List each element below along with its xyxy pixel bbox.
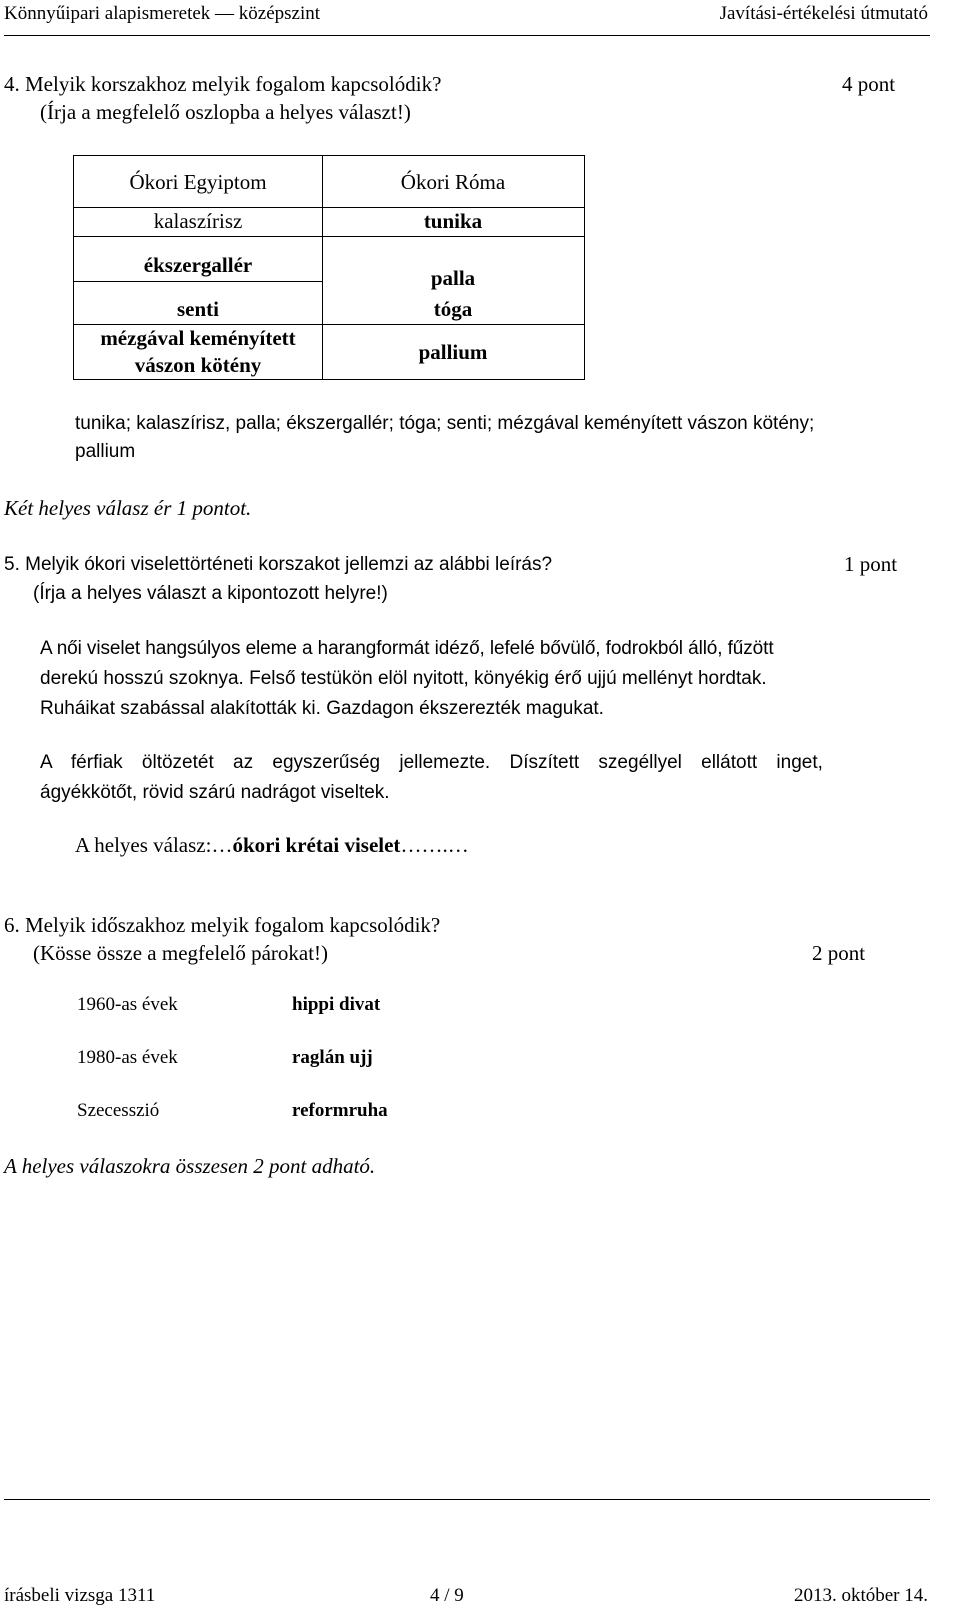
q6-points: 2 pont: [812, 941, 866, 965]
table-cell: tóga: [433, 297, 473, 321]
pair-period: 1980-as évek: [77, 1047, 178, 1068]
pair-period: 1960-as évek: [77, 994, 178, 1015]
table-row-rule: [322, 324, 584, 325]
table-header-rule: [74, 207, 584, 208]
header-right: Javítási-értékelési útmutató: [719, 3, 928, 24]
answer-prefix: A helyes válasz:…: [75, 833, 233, 857]
answer-suffix: …….…: [400, 833, 469, 857]
table-cell: senti: [177, 297, 219, 321]
q5-paragraph-1: [40, 634, 928, 724]
q4-scoring: Két helyes válasz ér 1 pontot.: [4, 496, 252, 520]
footer-rule: [4, 1499, 930, 1500]
q6-title: 6. Melyik időszakhoz melyik fogalom kapcsolódik?: [4, 913, 441, 937]
q4-word-list: pallium: [75, 441, 136, 462]
q4-points: 4 pont: [842, 72, 896, 96]
paragraph-line: ágyékkötőt, rövid szárú nadrágot viseltek.: [40, 782, 390, 803]
q5-paragraph-2: [40, 748, 928, 808]
q6-instruction: (Kösse össze a megfelelő párokat!): [33, 941, 329, 965]
pair-concept: raglán ujj: [292, 1047, 373, 1068]
table-cell: pallium: [418, 340, 488, 364]
table-cell: palla: [430, 266, 476, 290]
q4-word-list: tunika; kalaszírisz, palla; ékszergallér; tóga; senti; mézgával keményített vászon kötény;: [75, 413, 815, 434]
pair-period: Szecesszió: [77, 1100, 160, 1121]
page-number: 4 / 9: [430, 1585, 464, 1606]
table-header-egypt: Ókori Egyiptom: [129, 170, 267, 194]
header-rule: [4, 35, 930, 36]
q4-title: 4. Melyik korszakhoz melyik fogalom kapcsolódik?: [4, 72, 442, 96]
table-row-rule: [74, 236, 584, 237]
q5-answer: [75, 831, 469, 860]
footer-right: 2013. október 14.: [793, 1585, 928, 1606]
pair-concept: reformruha: [292, 1100, 388, 1121]
answer-table: [73, 155, 585, 380]
table-cell: vászon kötény: [134, 353, 262, 377]
footer-left: írásbeli vizsga 1311: [4, 1585, 156, 1606]
header-left: Könnyűipari alapismeretek — középszint: [4, 3, 321, 24]
q6-scoring: A helyes válaszokra összesen 2 pont adható.: [4, 1154, 376, 1178]
table-cell: kalaszírisz: [153, 209, 243, 233]
table-row-rule: [74, 281, 322, 282]
paragraph-line: derekú hosszú szoknya. Felső testükön elöl nyitott, könyékig érő ujjú mellényt hordtak.: [40, 668, 767, 689]
table-cell: mézgával keményített: [100, 326, 296, 350]
q4-instruction: (Írja a megfelelő oszlopba a helyes választ!): [40, 100, 411, 124]
answer-text: ókori krétai viselet: [232, 833, 401, 857]
table-cell: tunika: [423, 209, 483, 233]
paragraph-line: Ruháikat szabással alakították ki. Gazdagon ékszerezték magukat.: [40, 698, 604, 719]
paragraph-line: A női viselet hangsúlyos eleme a harangformát idéző, lefelé bővülő, fodrokból álló, fűzött: [40, 638, 774, 659]
table-row-rule: [74, 324, 322, 325]
q5-instruction: (Írja a helyes választ a kipontozott helyre!): [33, 583, 388, 604]
pair-concept: hippi divat: [292, 994, 381, 1015]
q5-title: 5. Melyik ókori viselettörténeti korszakot jellemzi az alábbi leírás?: [4, 554, 553, 575]
q5-points: 1 pont: [844, 552, 898, 576]
table-header-rome: Ókori Róma: [400, 170, 506, 194]
table-cell: ékszergallér: [143, 253, 253, 277]
paragraph-line: A férfiak öltözetét az egyszerűség jellemezte. Díszített szegéllyel ellátott inget,: [40, 752, 823, 773]
